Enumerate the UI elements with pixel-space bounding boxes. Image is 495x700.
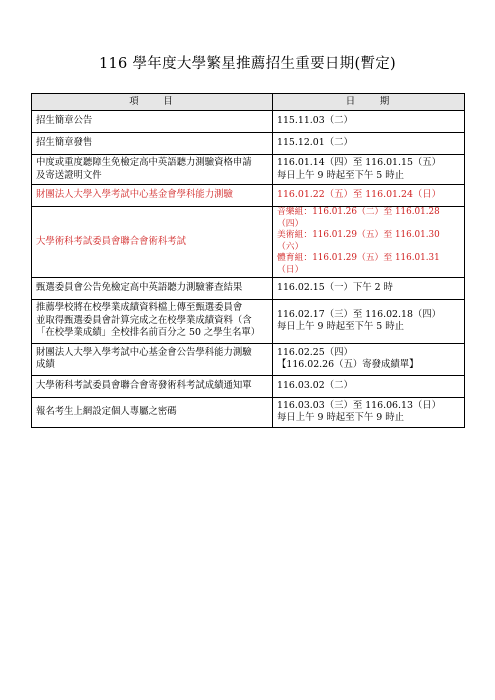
row-item: 報名考生上網設定個人專屬之密碼	[32, 397, 273, 427]
page-title: 116 學年度大學繁星推薦招生重要日期(暫定)	[99, 56, 396, 72]
row-item: 大學術科考試委員會聯合會寄發術科考試成績通知單	[32, 375, 273, 397]
row-item: 財團法人大學入學考試中心基金會學科能力測驗	[32, 185, 273, 207]
row-item: 推薦學校將在校學業成績資料檔上傳至甄選委員會 並取得甄選委員會計算完成之在校學業成績資料（含 「在校學業成績」全校排名前百分之 50 之學生名單）	[32, 299, 273, 343]
table-row	[32, 133, 465, 155]
table-row	[32, 185, 465, 207]
table-row	[32, 375, 465, 397]
row-date: 116.02.15（一）下午 2 時	[273, 277, 465, 299]
table-row	[32, 299, 465, 343]
row-date: 115.11.03（二）	[273, 111, 465, 133]
row-date: 音樂組：116.01.26（二）至 116.01.28（四） 美術組：116.01.29（五）至 116.01.30（六） 體育組：116.01.29（五）至 116.01.31（日）	[273, 207, 465, 278]
row-item: 招生簡章公告	[32, 111, 273, 133]
row-date: 116.01.14（四）至 116.01.15（五） 每日上午 9 時起至下午 5 時止	[273, 155, 465, 185]
table-row	[32, 111, 465, 133]
row-item: 財團法人大學入學考試中心基金會公告學科能力測驗 成績	[32, 343, 273, 375]
table-header-row	[32, 94, 465, 111]
table-row	[32, 207, 465, 278]
table-row	[32, 155, 465, 185]
row-date: 116.03.03（三）至 116.06.13（日） 每日上午 9 時起至下午 9 時止	[273, 397, 465, 427]
row-item: 中度或重度聽障生免檢定高中英語聽力測驗資格申請 及寄送證明文件	[32, 155, 273, 185]
row-date: 116.02.25（四） 【116.02.26（五）寄發成績單】	[273, 343, 465, 375]
row-date: 115.12.01（二）	[273, 133, 465, 155]
header-date: 日 期	[273, 94, 465, 111]
table-row	[32, 397, 465, 427]
table-row	[32, 277, 465, 299]
table-row	[32, 343, 465, 375]
row-item: 招生簡章發售	[32, 133, 273, 155]
row-date: 116.03.02（二）	[273, 375, 465, 397]
schedule-table	[31, 93, 465, 428]
row-date: 116.01.22（五）至 116.01.24（日）	[273, 185, 465, 207]
row-item: 甄選委員會公告免檢定高中英語聽力測驗審查結果	[32, 277, 273, 299]
row-date: 116.02.17（三）至 116.02.18（四） 每日上午 9 時起至下午 5 時止	[273, 299, 465, 343]
header-item: 項 目	[32, 94, 273, 111]
row-item: 大學術科考試委員會聯合會術科考試	[32, 207, 273, 278]
